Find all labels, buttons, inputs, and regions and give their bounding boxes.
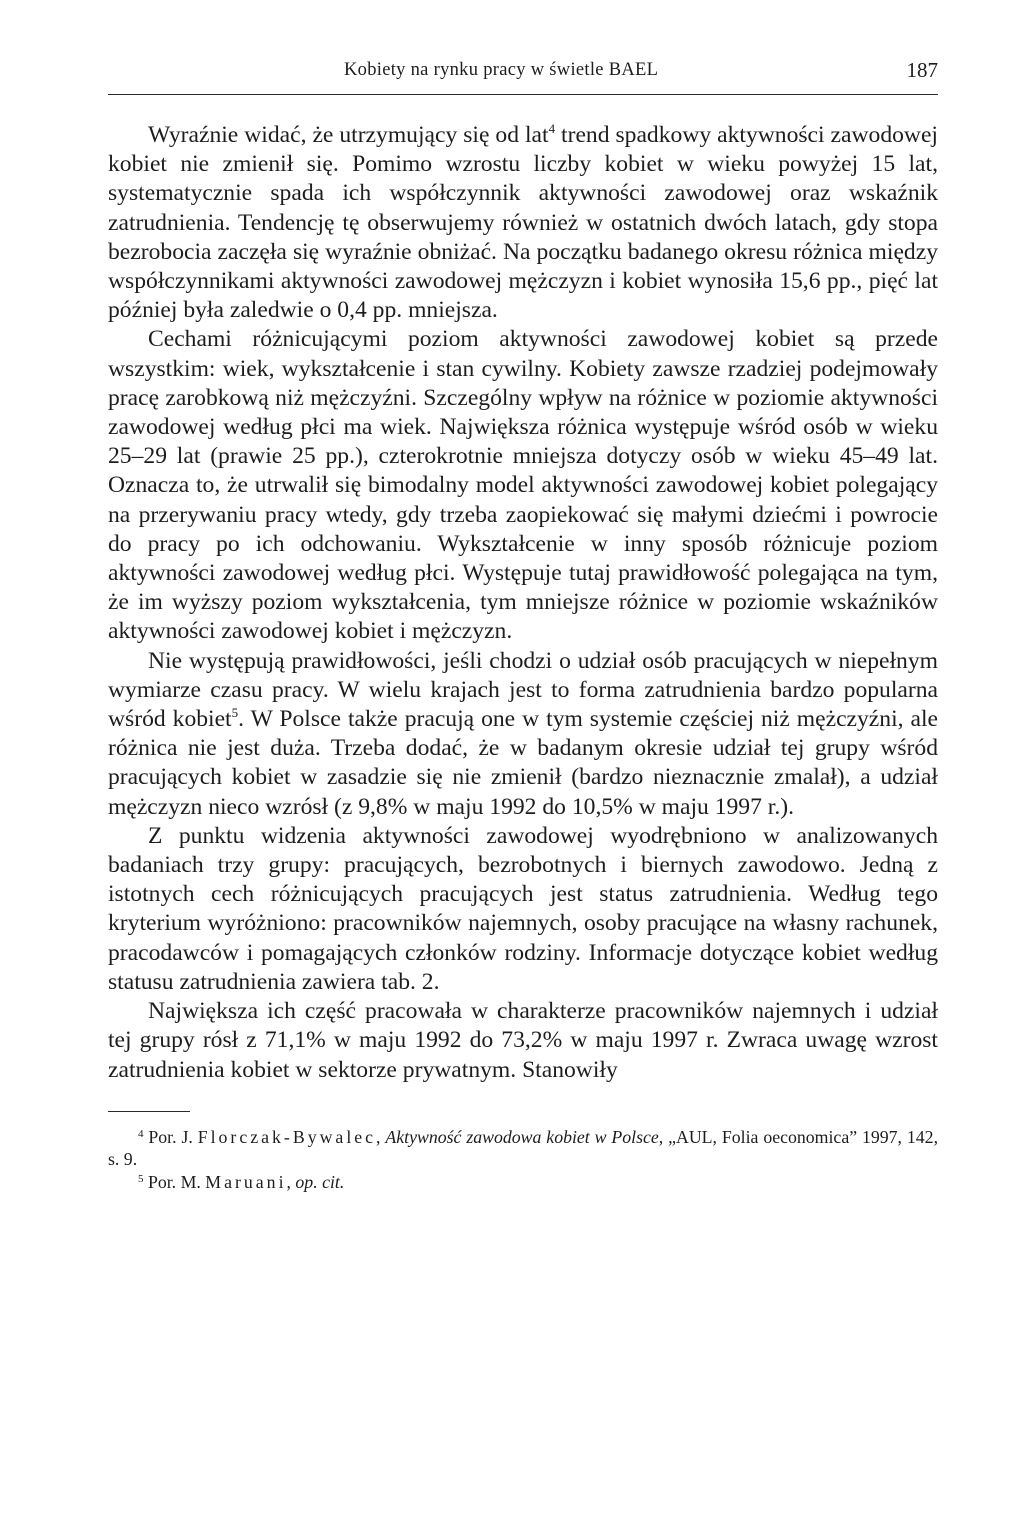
footnote-5-mark: 5 [138,1172,144,1185]
footnote-ref-5: 5 [231,705,239,721]
running-header [108,58,938,95]
page [108,58,938,1193]
footnote-divider [108,1111,190,1112]
running-title: Kobiety na rynku pracy w świetle BAEL [344,60,659,80]
paragraph-1-text-a: Wyraźnie widać, że utrzymujący się od lat [148,122,549,148]
footnote-4-title: Aktywność zawodowa kobiet w Polsce [385,1126,659,1147]
footnote-5 [108,1171,938,1194]
footnote-4-sep: , [376,1126,386,1147]
paragraph-3-text-a: Nie występują prawidłowości, jeśli chodzi o udział osób pracujących w niepełnym wymiarze czasu pracy. W wielu krajach jest to forma zatrudnienia bardzo popularna wśród kobiet [108,647,938,733]
footnote-5-sep: , [286,1171,296,1192]
paragraph-1 [108,121,938,325]
footnote-5-author: Maruani [205,1171,287,1192]
paragraph-3 [108,647,938,822]
paragraph-4: Z punktu widzenia aktywności zawodowej wyodrębniono w analizowanych badaniach trzy grupy: pracujących, bezrobotnych i biernych zawodowo. Jedną z istotnych cech różnicujących pracujących jest status zatrudnienia. Według tego kryterium wyróżniono: pracowników najemnych, osoby pracujące na własny rachunek, pracodawców i pomagających członków rodziny. Informacje dotyczące kobiet według statusu zatrudnienia zawiera tab. 2. [108,822,938,995]
paragraph-5: Największa ich część pracowała w charakterze pracowników najemnych i udział tej grupy rósł z 71,1% w maju 1992 do 73,2% w maju 1997 r. Zwraca uwagę wzrost zatrudnienia kobiet w sektorze prywatnym. Stanowiły [108,998,938,1083]
paragraph-1-text-b: trend spadkowy aktywności zawodowej kobiet nie zmienił się. Pomimo wzrostu liczby kobiet w wieku powyżej 15 lat, systematycznie spada ich współczynnik aktywności zawodowej oraz wskaźnik zatrudnienia. Tendencję tę obserwujemy również w ostatnich dwóch latach, gdy stopa bezrobocia zaczęła się wyraźnie obniżać. Na początku badanego okresu różnica między współczynnikami aktywności zawodowej mężczyzn i kobiet wynosiła 15,6 pp., pięć lat później była zaledwie o 0,4 pp. mniejsza. [108,122,938,324]
footnote-4-rest: , „AUL, Folia oeconomica” 1997, 142, s. 9. [108,1126,939,1170]
page-number: 187 [906,58,938,82]
paragraph-2: Cechami różnicującymi poziom aktywności zawodowej kobiet są przede wszystkim: wiek, wykształcenie i stan cywilny. Kobiety zawsze rzadziej podejmowały pracę zarobkową niż mężczyźni. Szczególny wpływ na różnice w poziomie aktywności zawodowej według płci ma wiek. Największa różnica występuje wśród osób w wieku 25–29 lat (prawie 25 pp.), czterokrotnie mniejsza dotyczy osób w wieku 45–49 lat. Oznacza to, że utrwalił się bimodalny model aktywności zawodowej kobiet polegający na przerywaniu pracy wtedy, gdy trzeba zaopiekować się małymi dziećmi i powrocie do pracy po ich odchowaniu. Wykształcenie w inny sposób różnicuje poziom aktywności zawodowej według płci. Występuje tutaj prawidłowość polegająca na tym, że im wyższy poziom wykształcenia, tym mniejsze różnice w poziomie wskaźników aktywności zawodowej kobiet i mężczyzn. [108,326,938,645]
body-text [108,121,938,1085]
footnote-5-prefix: Por. M. [147,1171,206,1192]
paragraph-3-text-b: . W Polsce także pracują one w tym systemie częściej niż mężczyźni, ale różnica nie jest duża. Trzeba dodać, że w badanym okresie udział tej grupy wśród pracujących kobiet w zasadzie się nie zmienił (bardzo nieznacznie zmalał), a udział mężczyzn nieco wzrósł (z 9,8% w maju 1992 do 10,5% w maju 1997 r.). [108,706,938,820]
footnote-4-mark: 4 [138,1127,144,1140]
footnotes [108,1126,938,1194]
footnote-4-author: Florczak-Bywalec [197,1126,377,1147]
footnote-ref-4: 4 [548,121,556,136]
footnote-5-title: op. cit. [295,1171,345,1192]
footnote-4-prefix: Por. J. [148,1126,198,1147]
footnote-4 [108,1126,938,1171]
